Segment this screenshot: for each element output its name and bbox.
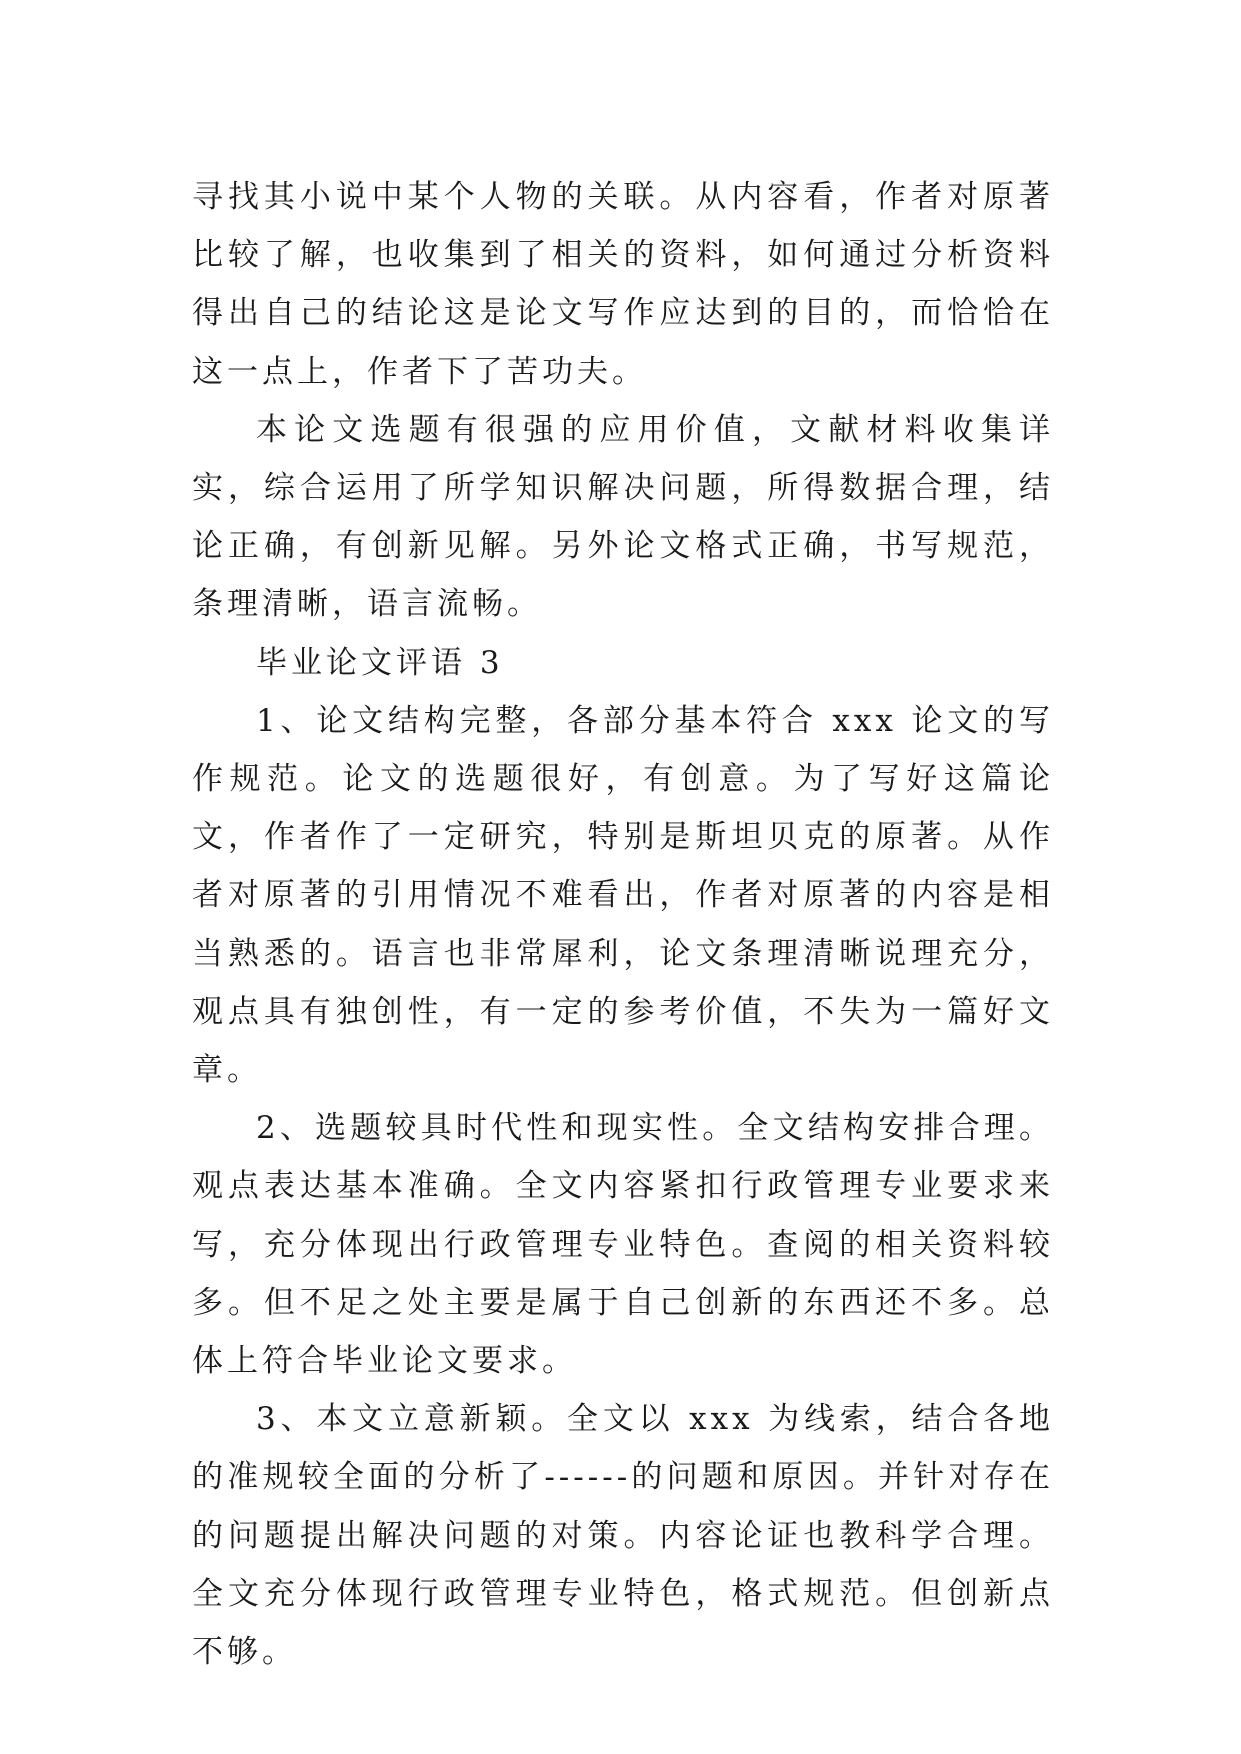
document-body [192,168,1054,1681]
paragraph-comment-3: 3、本文立意新颖。全文以 xxx 为线索，结合各地的准规较全面的分析了------的问题和原因。并针对存在的问题提出解决问题的对策。内容论证也教科学合理。全文充分体现行政管理专业特色，格式规范。但创新点不够。 [192,1401,1054,1671]
paragraph-comment-1: 1、论文结构完整，各部分基本符合 xxx 论文的写作规范。论文的选题很好，有创意。为了写好这篇论文，作者作了一定研究，特别是斯坦贝克的原著。从作者对原著的引用情况不难看出，作者对原著的内容是相当熟悉的。语言也非常犀利，论文条理清晰说理充分，观点具有独创性，有一定的参考价值，不失为一篇好文章。 [192,702,1054,1089]
paragraph-comment-2: 2、选题较具时代性和现实性。全文结构安排合理。观点表达基本准确。全文内容紧扣行政管理专业要求来写，充分体现出行政管理专业特色。查阅的相关资料较多。但不足之处主要是属于自己创新的东西还不多。总体上符合毕业论文要求。 [192,1110,1054,1380]
paragraph-2: 本论文选题有很强的应用价值，文献材料收集详实，综合运用了所学知识解决问题，所得数据合理，结论正确，有创新见解。另外论文格式正确，书写规范，条理清晰，语言流畅。 [192,411,1054,623]
section-heading: 毕业论文评语 3 [256,644,504,681]
paragraph-1: 寻找其小说中某个人物的关联。从内容看，作者对原著比较了解，也收集到了相关的资料，如何通过分析资料得出自己的结论这是论文写作应达到的目的，而恰恰在这一点上，作者下了苦功夫。 [192,179,1054,390]
